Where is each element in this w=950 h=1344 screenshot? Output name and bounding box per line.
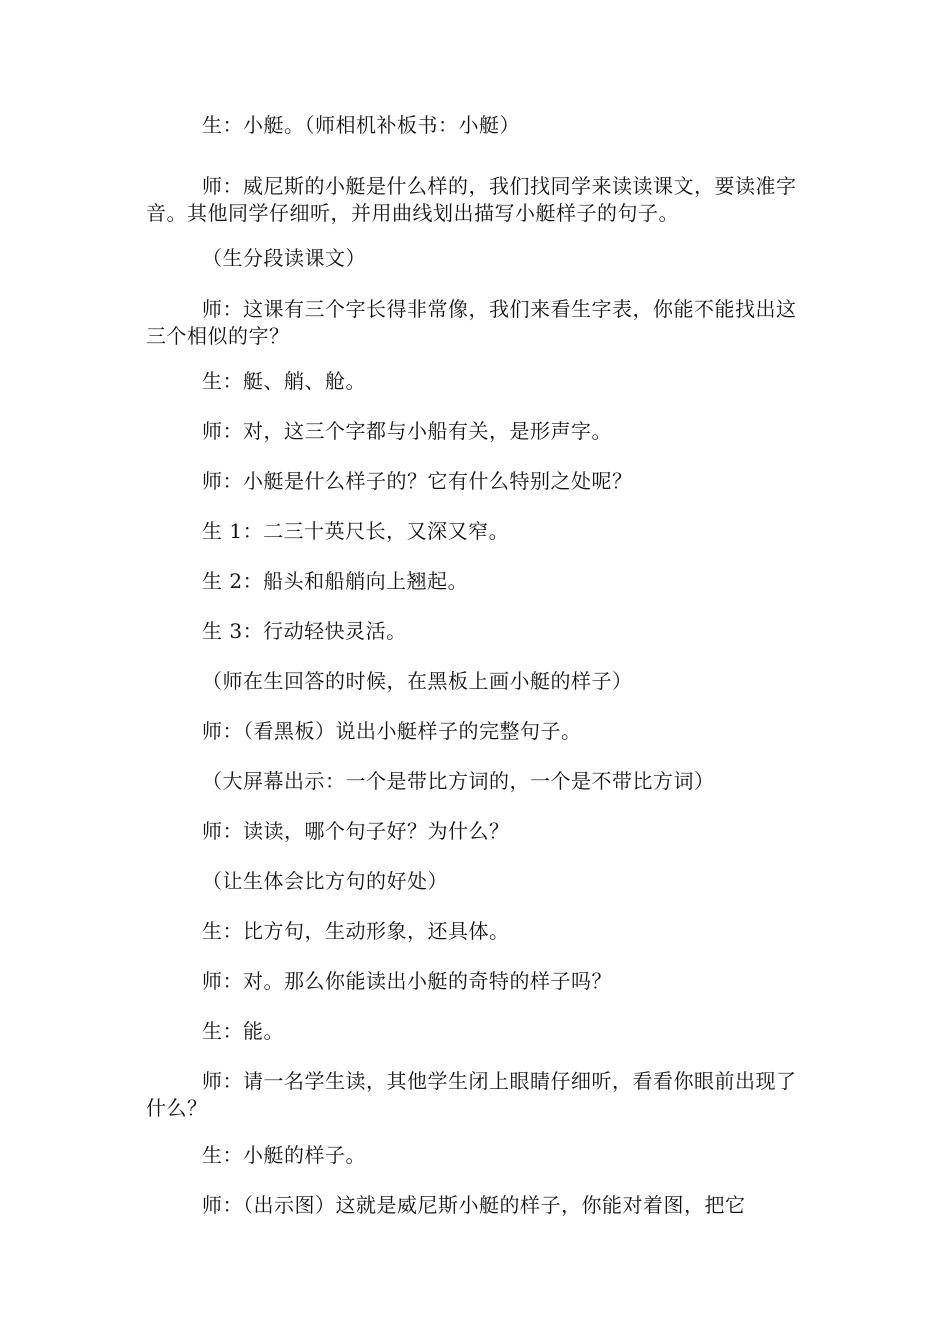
paragraph: （生分段读课文）: [202, 246, 366, 270]
paragraph: 生：艇、艄、舱。: [202, 369, 366, 393]
paragraph: 生：能。: [202, 1019, 284, 1043]
paragraph: 生：小艇的样子。: [202, 1143, 366, 1167]
paragraph: 师：威尼斯的小艇是什么样的，我们找同学来读读课文，要读准字音。其他同学仔细听，并用曲线划出描写小艇样子的句子。: [146, 174, 797, 225]
paragraph: 师：请一名学生读，其他学生闭上眼睛仔细听，看看你眼前出现了什么？: [146, 1069, 797, 1120]
paragraph: 师：这课有三个字长得非常像，我们来看生字表，你能不能找出这三个相似的字？: [146, 297, 797, 348]
paragraph: 师：对，这三个字都与小船有关，是形声字。: [202, 419, 612, 443]
paragraph: 生 1：二三十英尺长，又深又窄。: [202, 519, 510, 543]
paragraph: （让生体会比方句的好处）: [202, 869, 448, 893]
paragraph: 生 2：船头和船艄向上翘起。: [202, 569, 469, 593]
paragraph: 生 3：行动轻快灵活。: [202, 619, 407, 643]
paragraph: 师：（看黑板）说出小艇样子的完整句子。: [202, 719, 582, 743]
paragraph: 生：比方句，生动形象，还具体。: [202, 919, 510, 943]
paragraph: 师：读读，哪个句子好？为什么？: [202, 819, 510, 843]
paragraph: （大屏幕出示：一个是带比方词的，一个是不带比方词）: [202, 769, 715, 793]
paragraph: 生：小艇。（师相机补板书：小艇）: [202, 113, 520, 137]
paragraph: 师：对。那么你能读出小艇的奇特的样子吗？: [202, 969, 612, 993]
paragraph: 师：小艇是什么样子的？它有什么特别之处呢？: [202, 469, 633, 493]
paragraph: （师在生回答的时候，在黑板上画小艇的样子）: [202, 669, 633, 693]
paragraph: 师：（出示图）这就是威尼斯小艇的样子，你能对着图，把它: [202, 1193, 746, 1217]
